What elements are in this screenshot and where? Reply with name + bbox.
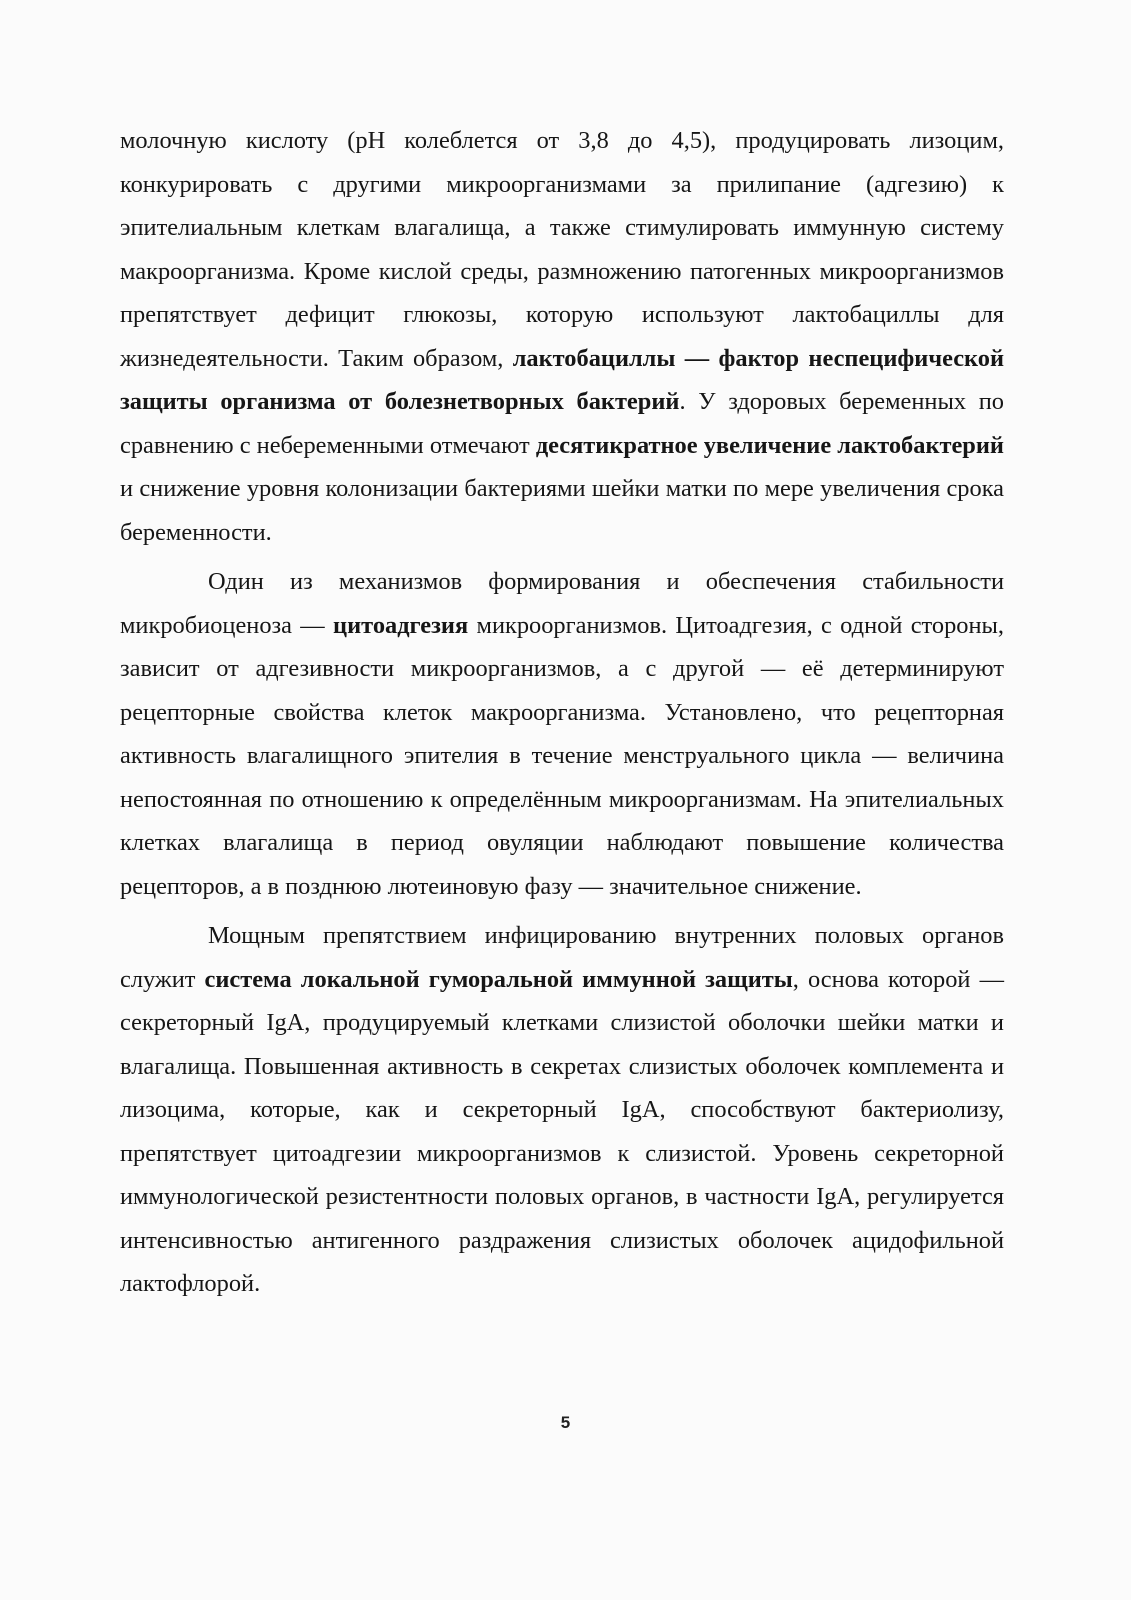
paragraph-1-run-1: молочную кислоту (pH колеблется от 3,8 до 4,5), продуцировать лизоцим, конкурировать с другими микроорганизмами за прилипание (адгезию) к эпителиальным клеткам влагалища, а также стимулировать иммунную систему макроорганизма. Кроме кислой среды, размножению патогенных микроорганизмов препятствует дефицит глюкозы, которую используют лактобациллы для жизнедеятельности. Таким образом, xyxy=(120,127,1004,372)
paragraph-1-run-5: и снижение уровня колонизации бактериями шейки матки по мере увеличения срока беременности. xyxy=(120,475,1004,546)
paragraph-2-run-1: Один из механизмов формирования и обеспечения стабильности микробиоценоза — xyxy=(120,568,1004,639)
paragraph-3-run-3: , основа которой — секреторный IgA, продуцируемый клетками слизистой оболочки шейки матки и влагалища. Повышенная активность в секретах слизистых оболочек комплемента и лизоцима, которые, как и секреторный IgA, способствуют бактериолизу, препятствует цитоадгезии микроорганизмов к слизистой. Уровень секреторной иммунологической резистентности половых органов, в частности IgA, регулируется интенсивностью антигенного раздражения слизистых оболочек ацидофильной лактофлорой. xyxy=(120,965,1004,1297)
paragraph-1-run-3: . У здоровых беременных по сравнению с небеременными отмечают xyxy=(120,388,1004,459)
paragraph-1-run-4: десятикратное увеличение лактобактерий xyxy=(535,431,1004,459)
paragraph-2-run-2: цитоадгезия xyxy=(333,611,469,639)
paragraph-3-run-1: Мощным препятствием инфицированию внутренних половых органов служит xyxy=(120,922,1004,993)
page-text xyxy=(120,119,1004,1312)
paragraph-2-run-3: микроорганизмов. Цитоадгезия, с одной стороны, зависит от адгезивности микроорганизмов, а с другой — её детерминируют рецепторные свойства клеток макроорганизма. Установлено, что рецепторная активность влагалищного эпителия в течение менструального цикла — величина непостоянная по отношению к определённым микроорганизмам. На эпителиальных клетках влагалища в период овуляции наблюдают повышение количества рецепторов, а в позднюю лютеиновую фазу — значительное снижение. xyxy=(120,611,1005,900)
paragraph-3 xyxy=(120,914,1004,1306)
paragraph-2 xyxy=(120,560,1004,908)
paragraph-3-run-2: система локальной гуморальной иммунной защиты xyxy=(204,965,793,993)
page-number: 5 xyxy=(560,1413,571,1432)
paragraph-1-run-2: лактобациллы — фактор неспецифической защиты организма от болезнетворных бактерий xyxy=(120,344,1005,415)
paragraph-1 xyxy=(120,119,1004,554)
